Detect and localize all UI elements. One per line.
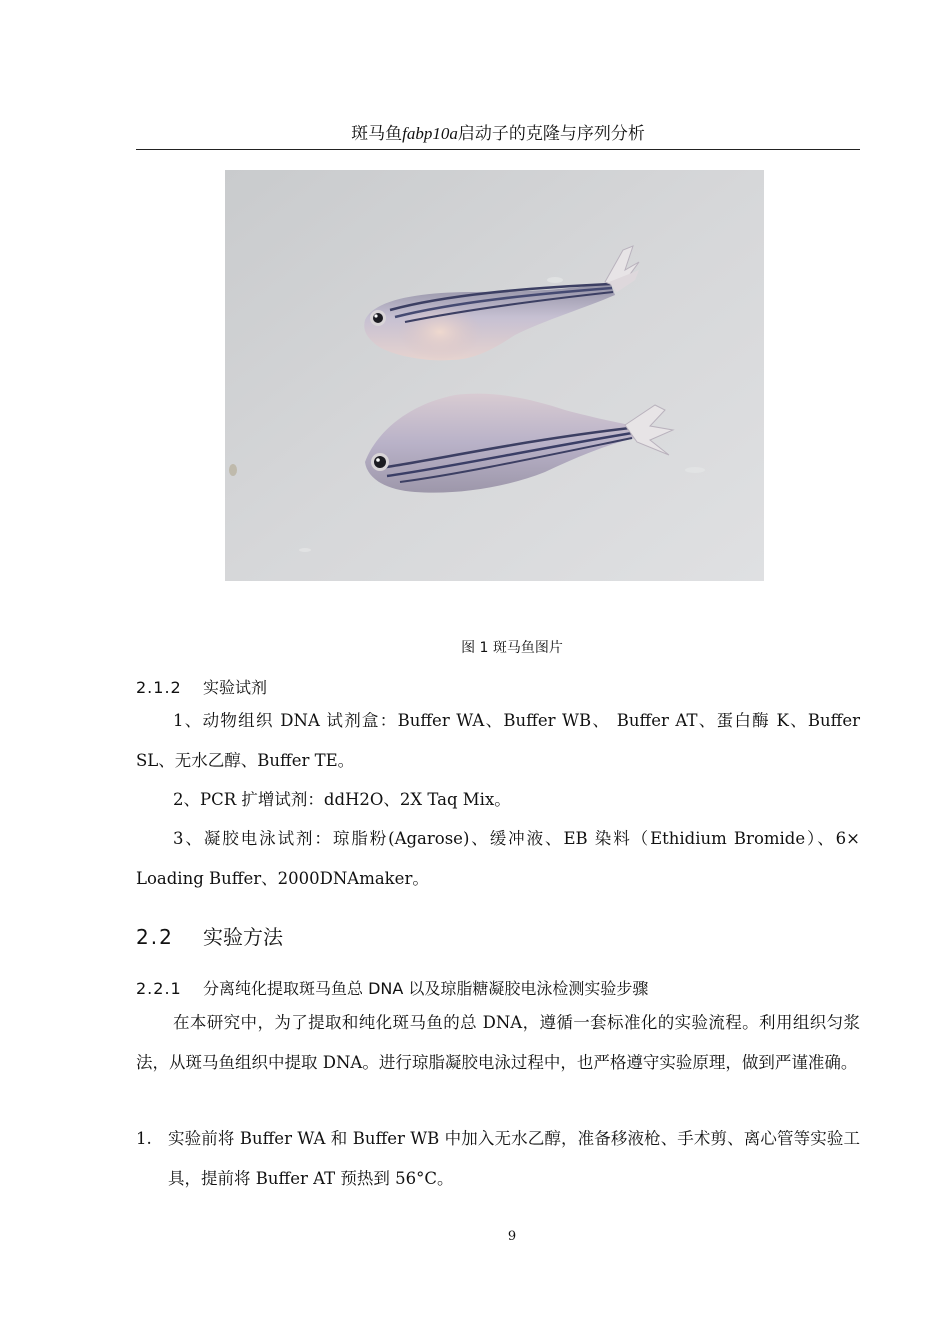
section-heading-2-2 bbox=[136, 921, 283, 950]
section-number: 2.2 bbox=[136, 925, 174, 949]
reagent-item-1: 1、动物组织 DNA 试剂盒：Buffer WA、Buffer WB、 Buffer AT、蛋白酶 K、Buffer SL、无水乙醇、Buffer TE。 bbox=[136, 711, 860, 770]
figure-caption: 图 1 斑马鱼图片 bbox=[461, 640, 563, 656]
section-heading-2-1-2 bbox=[136, 675, 267, 698]
list-item-number: 1. bbox=[136, 1129, 152, 1148]
reagent-item-2: 2、PCR 扩增试剂：ddH2O、2X Taq Mix。 bbox=[173, 790, 511, 809]
running-header bbox=[136, 122, 860, 146]
section-heading-2-2-1 bbox=[136, 976, 648, 999]
list-item-text: 实验前将 Buffer WA 和 Buffer WB 中加入无水乙醇，准备移液枪、手术剪、离心管等实验工具，提前将 Buffer AT 预热到 56°C。 bbox=[168, 1129, 860, 1188]
reagent-item-3: 3、凝胶电泳试剂：琼脂粉(Agarose)、缓冲液、EB 染料（Ethidium Bromide）、6× Loading Buffer、2000DNAmaker。 bbox=[136, 829, 860, 888]
page-number: 9 bbox=[507, 1229, 517, 1244]
header-text-2: 启动子的克隆与序列分析 bbox=[457, 124, 645, 144]
section-title: 实验试剂 bbox=[203, 678, 268, 697]
header-gene-name: fabp10a bbox=[402, 124, 458, 143]
method-intro-paragraph: 在本研究中，为了提取和纯化斑马鱼的总 DNA，遵循一套标准化的实验流程。利用组织匀浆法，从斑马鱼组织中提取 DNA。进行琼脂凝胶电泳过程中，也严格遵守实验原理，做到严谨准确。 bbox=[136, 1013, 860, 1072]
section-title: 实验方法 bbox=[203, 925, 283, 949]
section-number: 2.2.1 bbox=[136, 979, 182, 998]
header-rule bbox=[136, 149, 860, 150]
section-title: 分离纯化提取斑马鱼总 DNA 以及琼脂糖凝胶电泳检测实验步骤 bbox=[203, 979, 649, 998]
list-item bbox=[136, 1119, 860, 1198]
zebrafish-photo bbox=[225, 170, 764, 581]
header-text-1: 斑马鱼 bbox=[351, 124, 403, 144]
section-number: 2.1.2 bbox=[136, 678, 182, 697]
